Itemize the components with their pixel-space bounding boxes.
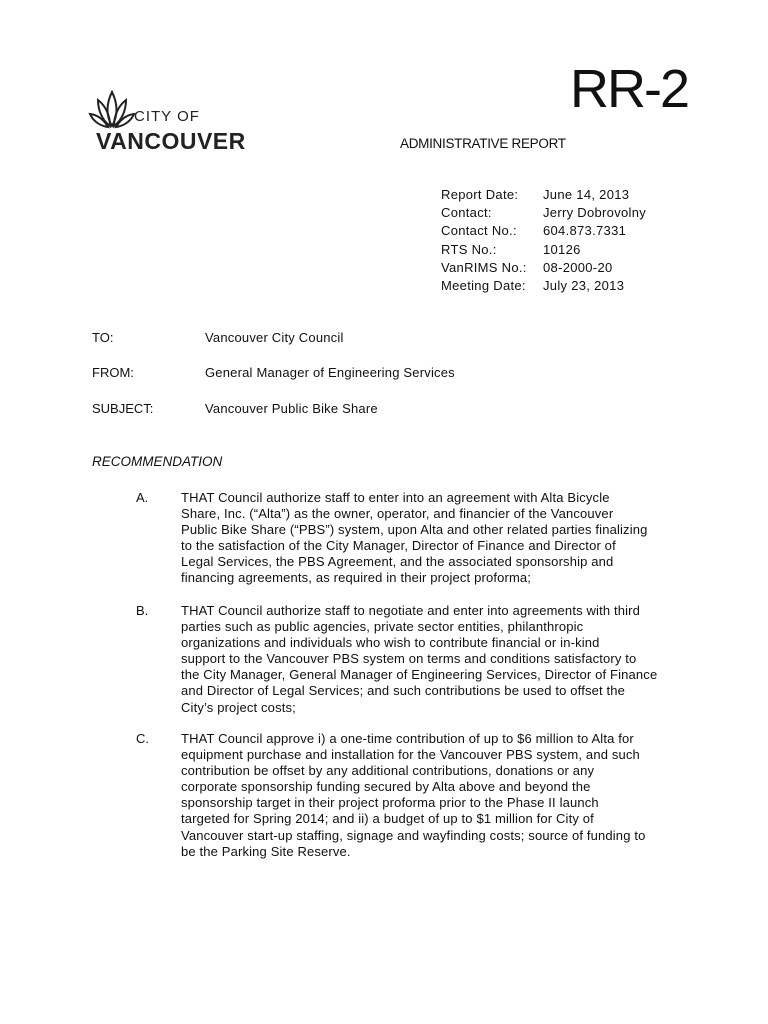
from-label: FROM: <box>92 365 134 380</box>
city-logo <box>88 86 268 158</box>
text-line: Legal Services, the PBS Agreement, and the associated sponsorship and <box>181 554 614 570</box>
subject-value: Vancouver Public Bike Share <box>205 401 378 416</box>
meta-value: 10126 <box>543 241 581 257</box>
meta-value: June 14, 2013 <box>543 187 630 202</box>
text-line: support to the Vancouver PBS system on terms and conditions satisfactory to <box>181 651 637 667</box>
text-line: sponsorship target in their project proforma prior to the Phase II launch <box>181 795 599 811</box>
report-code: RR-2 <box>570 59 689 119</box>
recommendation-letter-c: C. <box>136 731 149 746</box>
text-line: the City Manager, General Manager of Engineering Services, Director of Finance <box>181 667 658 683</box>
text-line: and Director of Legal Services; and such contributions be used to offset the <box>181 683 626 699</box>
text-line: Share, Inc. (“Alta”) as the owner, operator, and financier of the Vancouver <box>181 506 614 522</box>
text-line: be the Parking Site Reserve. <box>181 843 351 859</box>
text-line: THAT Council authorize staff to negotiate and enter into agreements with third <box>181 603 641 618</box>
to-value: Vancouver City Council <box>205 330 344 345</box>
recommendation-letter-b: B. <box>136 603 149 618</box>
meta-value: July 23, 2013 <box>543 277 625 293</box>
text-line: corporate sponsorship funding secured by Alta above and beyond the <box>181 779 591 795</box>
logo-text-city-of: CITY OF <box>134 108 200 125</box>
text-line: City’s project costs; <box>181 699 296 715</box>
recommendation-c-text <box>181 731 681 860</box>
text-line: to the satisfaction of the City Manager, Director of Finance and Director of <box>181 538 616 554</box>
from-value: General Manager of Engineering Services <box>205 365 455 380</box>
meta-label: Contact: <box>441 205 492 221</box>
leaf-flower-icon <box>88 86 138 130</box>
meta-label: Contact No.: <box>441 223 517 239</box>
text-line: organizations and individuals who wish to contribute financial or in-kind <box>181 635 600 651</box>
subject-label: SUBJECT: <box>92 401 154 416</box>
text-line: THAT Council approve i) a one-time contribution of up to $6 million to Alta for <box>181 731 634 746</box>
text-line: Vancouver start-up staffing, signage and wayfinding costs; source of funding to <box>181 827 646 843</box>
meta-value: 604.873.7331 <box>543 223 627 239</box>
meta-value: Jerry Dobrovolny <box>543 205 647 221</box>
recommendation-letter-a: A. <box>136 490 149 505</box>
meta-value: 08-2000-20 <box>543 259 613 275</box>
text-line: equipment purchase and installation for the Vancouver PBS system, and such <box>181 747 640 763</box>
to-label: TO: <box>92 330 114 345</box>
meta-label: RTS No.: <box>441 241 497 257</box>
document-title: ADMINISTRATIVE REPORT <box>400 136 566 151</box>
meta-label: Meeting Date: <box>441 277 526 293</box>
meta-label: VanRIMS No.: <box>441 259 527 275</box>
text-line: financing agreements, as required in their project proforma; <box>181 570 532 586</box>
recommendation-b-text <box>181 603 681 716</box>
recommendation-heading: RECOMMENDATION <box>92 454 223 469</box>
meta-label: Report Date: <box>441 187 519 202</box>
text-line: targeted for Spring 2014; and ii) a budget of up to $1 million for City of <box>181 811 594 827</box>
text-line: contribution be offset by any additional contributions, donations or any <box>181 763 595 779</box>
text-line: THAT Council authorize staff to enter into an agreement with Alta Bicycle <box>181 490 610 505</box>
logo-text-vancouver: VANCOUVER <box>96 128 246 154</box>
text-line: parties such as public agencies, private sector entities, philanthropic <box>181 619 584 635</box>
recommendation-a-text <box>181 490 681 587</box>
text-line: Public Bike Share (“PBS”) system, upon Alta and other related parties finalizing <box>181 522 648 538</box>
